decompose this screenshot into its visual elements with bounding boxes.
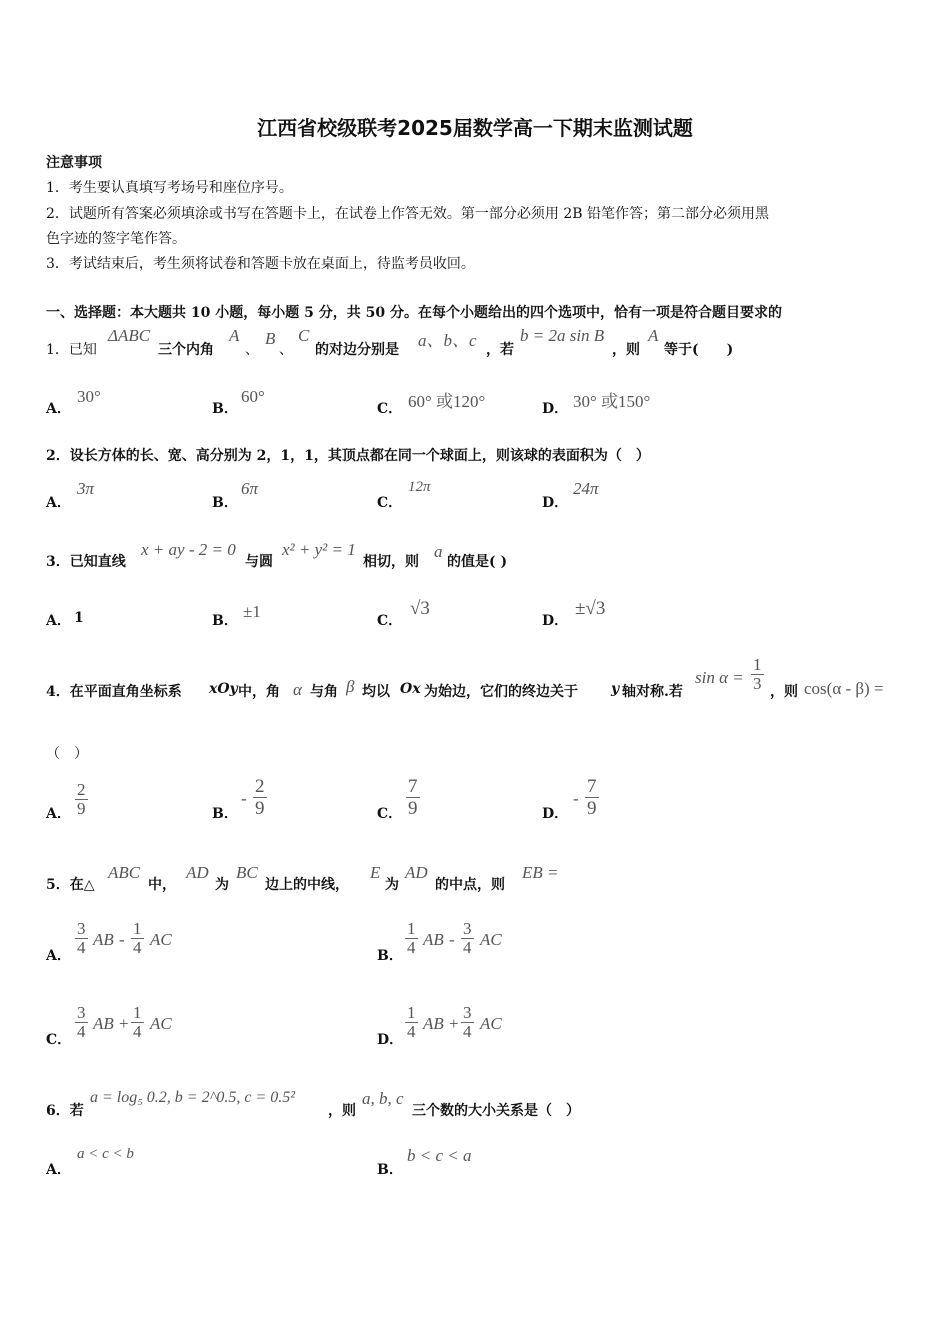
option-fraction — [131, 1004, 144, 1041]
option-value: 30° — [77, 387, 101, 406]
fraction-denominator: 9 — [408, 798, 418, 819]
fraction-denominator: 4 — [463, 1022, 472, 1041]
fraction-denominator: 9 — [587, 798, 597, 819]
option-value: ±1 — [243, 602, 261, 621]
vector-ac: AC — [480, 930, 502, 949]
notice-item: 1．考生要认真填写考场号和座位序号。 — [46, 180, 293, 196]
q1-angle-c: C — [298, 326, 310, 345]
notice-item: 色字迹的签字笔作答。 — [46, 231, 186, 247]
q5-number: 5．在△ — [46, 877, 95, 893]
fraction-denominator: 4 — [407, 938, 416, 957]
option-value: 30° 或150° — [573, 392, 651, 411]
option-label: D． — [377, 1032, 404, 1048]
option-fraction — [75, 1004, 88, 1041]
vector-ab: AB — [93, 1014, 114, 1033]
q4-y: y — [611, 681, 620, 697]
option-value: 1 — [74, 610, 84, 626]
fraction-numerator: 2 — [255, 776, 265, 797]
option-label: B． — [212, 495, 238, 511]
fraction-denominator: 4 — [133, 1022, 142, 1041]
option-value: 6π — [241, 479, 259, 498]
q4-cos: cos(α - β) = — [804, 679, 884, 698]
q6-vars: a, b, c — [362, 1089, 404, 1108]
option-value: √3 — [410, 598, 430, 619]
q1-sides: a、b、c — [418, 331, 477, 350]
q5-median: AD — [405, 863, 428, 882]
option-sign: - — [241, 789, 247, 808]
q4-number: 4．在平面直角坐标系 — [46, 684, 182, 700]
option-fraction — [461, 920, 474, 957]
fraction-denominator: 9 — [77, 799, 86, 818]
option-value: ±√3 — [575, 598, 606, 619]
fraction-numerator: 1 — [753, 655, 762, 674]
option-label: A． — [46, 806, 71, 822]
fraction-denominator: 4 — [77, 1022, 86, 1041]
q5-side: BC — [236, 863, 258, 882]
option-fraction — [253, 776, 267, 819]
q6-text: 三个数的大小关系是（ ） — [412, 1103, 580, 1119]
fraction-denominator: 4 — [407, 1022, 416, 1041]
option-value: a < c < b — [77, 1146, 134, 1162]
vector-ab: AB — [423, 930, 444, 949]
q4-text: 为始边，它们的终边关于 — [424, 684, 578, 700]
option-fraction — [131, 920, 144, 957]
q4-paren: （ ） — [46, 746, 88, 762]
q1-sep: 、 — [279, 342, 293, 358]
fraction-numerator: 1 — [133, 1003, 142, 1022]
question-1 — [46, 339, 97, 359]
q4-text: 与角 — [310, 684, 338, 700]
option-fraction — [405, 920, 418, 957]
page-title: 江西省校级联考2025届数学高一下期末监测试题 — [257, 116, 693, 140]
q3-text: 相切，则 — [363, 554, 419, 570]
q5-text: 为 — [215, 877, 229, 893]
q3-number: 3．已知直线 — [46, 554, 126, 570]
option-fraction — [405, 1004, 418, 1041]
q6-text: ，则 — [328, 1103, 356, 1119]
q4-sin-fraction — [751, 656, 764, 693]
operator: + — [449, 1014, 459, 1033]
fraction-numerator: 1 — [133, 919, 142, 938]
vector-ab: AB — [93, 930, 114, 949]
notice-item: 3．考试结束后，考生须将试卷和答题卡放在桌面上，待监考员收回。 — [46, 256, 475, 272]
option-label: B． — [212, 806, 238, 822]
fraction-numerator: 1 — [407, 1003, 416, 1022]
section-heading: 一、选择题：本大题共 10 小题，每小题 5 分，共 50 分。在每个小题给出的四个选项中，恰有一项是符合题目要求的 — [46, 305, 782, 321]
q5-triangle: ABC — [108, 863, 141, 882]
option-label: B． — [377, 948, 403, 964]
q4-beta: β — [346, 677, 355, 696]
option-label: B． — [212, 613, 238, 629]
option-label: D． — [542, 806, 569, 822]
option-fraction — [461, 1004, 474, 1041]
q1-text: 等于( ) — [664, 342, 734, 358]
fraction-denominator: 9 — [255, 798, 265, 819]
q4-xoy: xOy — [209, 681, 238, 697]
option-fraction — [406, 776, 420, 819]
fraction-numerator: 3 — [77, 919, 86, 938]
option-label: A． — [46, 1162, 71, 1178]
option-value: 12π — [408, 479, 431, 495]
q3-circle: x² + y² = 1 — [282, 540, 356, 559]
q5-text: 的中点，则 — [435, 877, 505, 893]
q5-text: 中， — [148, 877, 176, 893]
operator: - — [449, 930, 455, 949]
option-value: b < c < a — [407, 1146, 472, 1165]
vector-ac: AC — [150, 930, 172, 949]
q3-text: 与圆 — [245, 554, 273, 570]
q3-line: x + ay - 2 = 0 — [141, 540, 236, 559]
option-fraction — [75, 920, 88, 957]
q1-text: 的对边分别是 — [315, 342, 399, 358]
option-fraction — [585, 776, 599, 819]
q5-point: E — [370, 863, 381, 882]
q4-ox: Ox — [400, 681, 421, 697]
option-label: C． — [377, 401, 403, 417]
option-value: 60° 或120° — [408, 392, 486, 411]
vector-ab: AB — [423, 1014, 444, 1033]
option-label: B． — [212, 401, 238, 417]
q4-text: 中，角 — [238, 684, 280, 700]
operator: - — [119, 930, 125, 949]
q5-text: 为 — [385, 877, 399, 893]
q1-number: 1．已知 — [46, 342, 97, 358]
vector-ac: AC — [480, 1014, 502, 1033]
q1-angle-b: B — [265, 329, 276, 348]
q4-text: ，则 — [770, 684, 798, 700]
q6-definitions: a = log₅ 0.2, b = 2^0.5, c = 0.5² — [90, 1089, 296, 1106]
fraction-denominator: 4 — [463, 938, 472, 957]
fraction-denominator: 4 — [133, 938, 142, 957]
option-value: 3π — [77, 479, 95, 498]
fraction-numerator: 7 — [587, 776, 597, 797]
q1-triangle: ΔABC — [108, 326, 151, 345]
q1-text: ，若 — [486, 342, 514, 358]
option-value: 60° — [241, 387, 265, 406]
q3-var: a — [434, 542, 443, 561]
option-sign: - — [573, 789, 579, 808]
q4-text: 均以 — [362, 684, 390, 700]
option-label: B． — [377, 1162, 403, 1178]
q1-text: ，则 — [612, 342, 640, 358]
q4-sin: sin α = — [695, 668, 744, 687]
q5-median: AD — [186, 863, 209, 882]
fraction-numerator: 1 — [407, 919, 416, 938]
fraction-numerator: 3 — [77, 1003, 86, 1022]
option-label: A． — [46, 401, 71, 417]
q5-target: EB = — [522, 863, 559, 882]
q1-text: 三个内角 — [158, 342, 214, 358]
notice-heading: 注意事项 — [46, 155, 102, 171]
q4-text: 轴对称.若 — [622, 684, 683, 700]
q5-text: 边上的中线， — [265, 877, 349, 893]
option-label: A． — [46, 495, 71, 511]
option-label: A． — [46, 613, 71, 629]
option-label: C． — [46, 1032, 72, 1048]
fraction-numerator: 7 — [408, 776, 418, 797]
q1-sep: 、 — [245, 342, 259, 358]
q4-alpha: α — [293, 680, 302, 699]
q1-angle-a: A — [648, 326, 659, 345]
fraction-numerator: 2 — [77, 780, 86, 799]
fraction-numerator: 3 — [463, 1003, 472, 1022]
option-label: C． — [377, 806, 403, 822]
operator: + — [119, 1014, 129, 1033]
fraction-denominator: 4 — [77, 938, 86, 957]
notice-item: 2．试题所有答案必须填涂或书写在答题卡上，在试卷上作答无效。第一部分必须用 2B 铅笔作答；第二部分必须用黑 — [46, 206, 769, 222]
option-label: D． — [542, 613, 569, 629]
option-label: D． — [542, 401, 569, 417]
fraction-numerator: 3 — [463, 919, 472, 938]
q1-angle-a: A — [229, 326, 240, 345]
q3-text: 的值是( ) — [447, 554, 508, 570]
option-value: 24π — [573, 479, 599, 498]
option-label: A． — [46, 948, 71, 964]
option-fraction — [75, 781, 88, 818]
option-label: C． — [377, 495, 403, 511]
option-label: D． — [542, 495, 569, 511]
option-label: C． — [377, 613, 403, 629]
q6-number: 6．若 — [46, 1103, 84, 1119]
q1-condition: b = 2a sin B — [520, 326, 605, 345]
fraction-denominator: 3 — [753, 674, 762, 693]
question-2: 2．设长方体的长、宽、高分别为 2，1，1，其顶点都在同一个球面上，则该球的表面积为（ ） — [46, 448, 650, 464]
vector-ac: AC — [150, 1014, 172, 1033]
